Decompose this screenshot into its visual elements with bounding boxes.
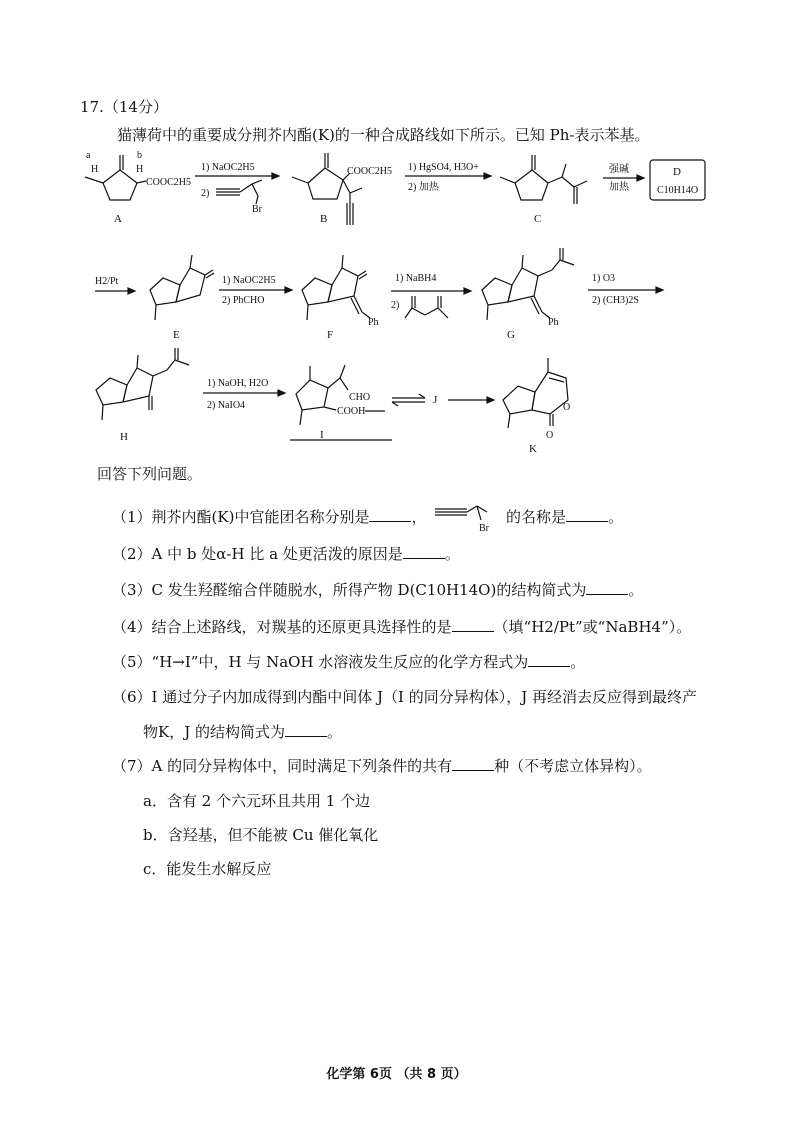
compound-d-box xyxy=(650,160,705,200)
svg-text:1) HgSO4, H3O+: 1) HgSO4, H3O+ xyxy=(408,162,479,173)
equilibrium-arrow xyxy=(392,394,438,406)
svg-text:H2/Pt: H2/Pt xyxy=(95,276,119,287)
svg-text:1) NaOC2H5: 1) NaOC2H5 xyxy=(222,275,276,286)
svg-text:COOC2H5: COOC2H5 xyxy=(347,166,393,177)
arrow-f-to-g xyxy=(391,273,471,318)
compound-g xyxy=(482,248,574,341)
question-6-line2: 物K，J 的结构简式为 。 xyxy=(143,723,343,741)
label-e: E xyxy=(173,329,180,341)
label-b: B xyxy=(320,213,328,225)
compound-h xyxy=(96,348,189,443)
label-f: F xyxy=(327,329,334,341)
answer-header: 回答下列问题。 xyxy=(97,465,203,483)
svg-text:2): 2) xyxy=(201,188,210,199)
answer-blank-2[interactable] xyxy=(403,544,445,559)
question-3: （3）C 发生羟醛缩合伴随脱水，所得产物 D(C10H14O)的结构简式为 。 xyxy=(112,581,644,599)
compound-i xyxy=(290,365,392,441)
answer-blank-4[interactable] xyxy=(452,617,494,632)
svg-text:O: O xyxy=(546,430,554,441)
question-number: 17.（14分） xyxy=(80,98,168,116)
svg-text:1) NaBH4: 1) NaBH4 xyxy=(395,273,437,284)
ester-group-a: COOC2H5 xyxy=(146,177,192,188)
arrow-c-to-d xyxy=(603,162,644,193)
label-a: A xyxy=(114,213,122,225)
answer-blank-1a[interactable] xyxy=(369,507,411,522)
svg-text:强碱: 强碱 xyxy=(609,164,629,175)
svg-text:D: D xyxy=(673,166,681,178)
svg-text:Ph: Ph xyxy=(368,317,379,328)
label-k: K xyxy=(529,443,537,455)
question-5: （5）“H→I”中，H 与 NaOH 水溶液发生反应的化学方程式为 。 xyxy=(112,653,586,671)
question-2: （2）A 中 b 处α-H 比 a 处更活泼的原因是 。 xyxy=(112,545,460,563)
arrow-a-to-b xyxy=(195,162,279,215)
label-c: C xyxy=(534,213,542,225)
answer-blank-7[interactable] xyxy=(452,756,494,771)
question-4: （4）结合上述路线，对羰基的还原更具选择性的是 （填“H2/Pt”或“NaBH4”）。 xyxy=(112,618,692,636)
svg-text:Br: Br xyxy=(252,204,262,215)
question-intro: 猫薄荷中的重要成分荆芥内酯(K)的一种合成路线如下所示。已知 Ph-表示苯基。 xyxy=(117,126,650,144)
svg-text:2) 加热: 2) 加热 xyxy=(408,182,439,193)
site-a-label: a xyxy=(86,150,91,161)
svg-text:O: O xyxy=(563,402,571,413)
page-footer: 化学第 6页 （共 8 页） xyxy=(326,1067,467,1082)
question-6-line1: （6）I 通过分子内加成得到内酯中间体 J（I 的同分异构体），J 再经消去反应得到最终产 xyxy=(112,688,697,706)
label-g: G xyxy=(507,329,515,341)
compound-f xyxy=(302,255,379,341)
answer-blank-3[interactable] xyxy=(586,580,628,595)
condition-a: a．含有 2 个六元环且共用 1 个边 xyxy=(143,792,371,810)
arrow-e-to-f xyxy=(219,275,292,306)
answer-blank-6[interactable] xyxy=(285,722,327,737)
answer-blank-5[interactable] xyxy=(528,652,570,667)
svg-text:2) PhCHO: 2) PhCHO xyxy=(222,295,265,306)
svg-text:1) NaOC2H5: 1) NaOC2H5 xyxy=(201,162,255,173)
compound-e xyxy=(150,255,214,341)
label-i: I xyxy=(320,429,324,441)
arrow-j-to-k xyxy=(448,397,494,403)
arrow-g-to-h xyxy=(588,273,663,306)
arrow-d-to-e xyxy=(95,276,135,294)
condition-c: c．能发生水解反应 xyxy=(143,860,272,878)
svg-text:CHO: CHO xyxy=(349,392,371,403)
label-j: J xyxy=(433,394,438,406)
compound-a xyxy=(85,150,191,225)
question-1: （1）荆芥内酯(K)中官能团名称分别是 ， Br 的名称是 。 xyxy=(112,502,623,534)
compound-c xyxy=(500,155,587,225)
arrow-b-to-c xyxy=(405,162,491,193)
svg-text:Ph: Ph xyxy=(548,317,559,328)
arrow-h-to-i xyxy=(203,378,285,411)
h-label-a: H xyxy=(91,164,99,175)
site-b-label: b xyxy=(137,150,142,161)
compound-b xyxy=(292,153,392,225)
h-label-b: H xyxy=(136,164,144,175)
svg-text:1) NaOH, H2O: 1) NaOH, H2O xyxy=(207,378,269,389)
svg-text:COOH: COOH xyxy=(337,406,366,417)
svg-text:1) O3: 1) O3 xyxy=(592,273,616,284)
answer-blank-1b[interactable] xyxy=(566,507,608,522)
condition-b: b．含羟基，但不能被 Cu 催化氧化 xyxy=(143,826,379,844)
svg-text:2) (CH3)2S: 2) (CH3)2S xyxy=(592,295,639,306)
question-7: （7）A 的同分异构体中，同时满足下列条件的共有 种（不考虑立体异构）。 xyxy=(112,757,652,775)
svg-text:Br: Br xyxy=(479,523,490,534)
svg-text:2): 2) xyxy=(391,300,400,311)
svg-text:C10H14O: C10H14O xyxy=(657,185,699,196)
label-h: H xyxy=(120,431,128,443)
synthesis-scheme xyxy=(0,0,793,460)
svg-text:2) NaIO4: 2) NaIO4 xyxy=(207,400,246,411)
bromo-alkyne-structure xyxy=(431,502,501,534)
svg-text:加热: 加热 xyxy=(609,182,629,193)
compound-k xyxy=(503,358,570,455)
